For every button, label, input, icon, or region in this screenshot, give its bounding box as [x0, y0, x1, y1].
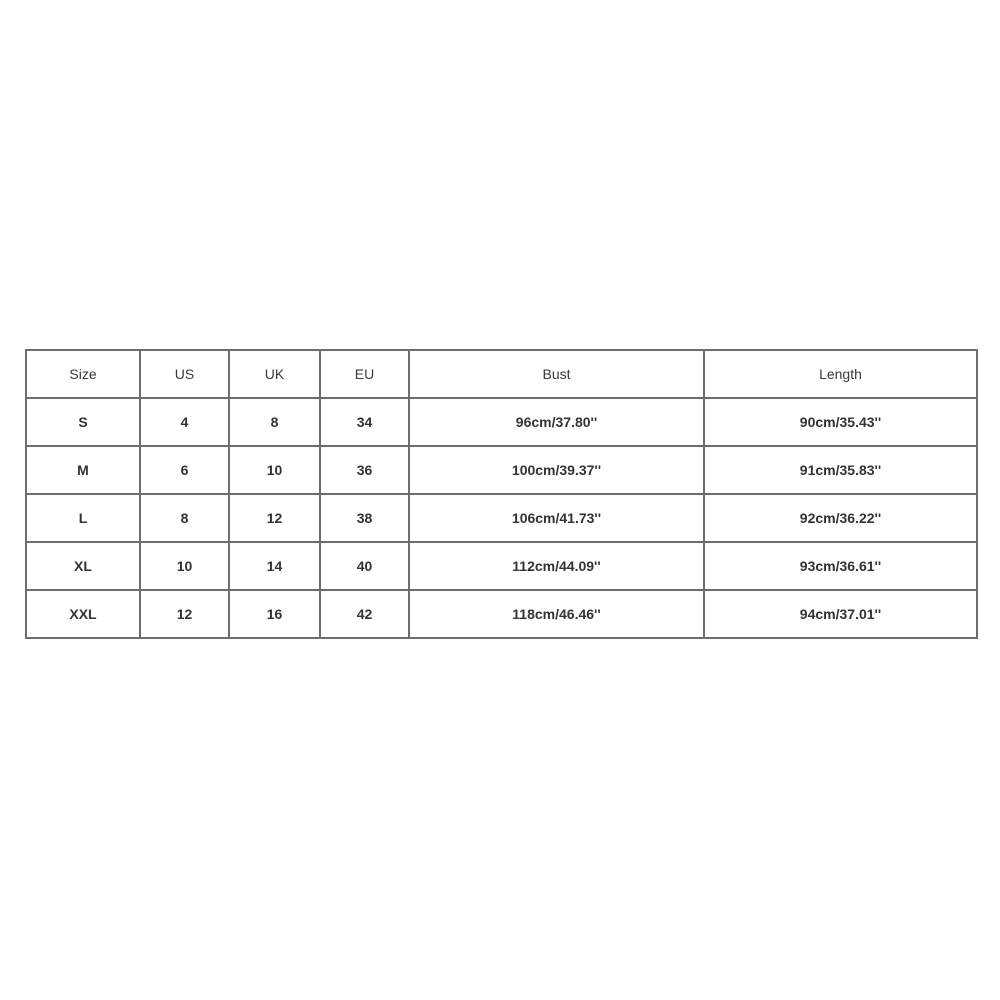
cell-bust: 106cm/41.73'': [409, 494, 704, 542]
cell-eu: 34: [320, 398, 409, 446]
table-row: [26, 398, 977, 446]
cell-size: XXL: [26, 590, 140, 638]
header-uk: UK: [229, 350, 320, 398]
cell-uk: 14: [229, 542, 320, 590]
cell-uk: 10: [229, 446, 320, 494]
table-row: [26, 542, 977, 590]
table-row: [26, 494, 977, 542]
cell-size: XL: [26, 542, 140, 590]
cell-size: M: [26, 446, 140, 494]
cell-eu: 36: [320, 446, 409, 494]
header-length: Length: [704, 350, 977, 398]
cell-us: 12: [140, 590, 229, 638]
table-header-row: [26, 350, 977, 398]
cell-eu: 40: [320, 542, 409, 590]
table-row: [26, 446, 977, 494]
cell-bust: 112cm/44.09'': [409, 542, 704, 590]
cell-us: 8: [140, 494, 229, 542]
cell-length: 93cm/36.61'': [704, 542, 977, 590]
cell-uk: 8: [229, 398, 320, 446]
cell-length: 91cm/35.83'': [704, 446, 977, 494]
cell-us: 10: [140, 542, 229, 590]
cell-length: 90cm/35.43'': [704, 398, 977, 446]
cell-length: 94cm/37.01'': [704, 590, 977, 638]
cell-size: L: [26, 494, 140, 542]
cell-uk: 12: [229, 494, 320, 542]
header-size: Size: [26, 350, 140, 398]
header-eu: EU: [320, 350, 409, 398]
cell-bust: 118cm/46.46'': [409, 590, 704, 638]
table-row: [26, 590, 977, 638]
cell-us: 6: [140, 446, 229, 494]
cell-eu: 42: [320, 590, 409, 638]
header-us: US: [140, 350, 229, 398]
header-bust: Bust: [409, 350, 704, 398]
cell-bust: 96cm/37.80'': [409, 398, 704, 446]
cell-bust: 100cm/39.37'': [409, 446, 704, 494]
cell-eu: 38: [320, 494, 409, 542]
cell-uk: 16: [229, 590, 320, 638]
cell-length: 92cm/36.22'': [704, 494, 977, 542]
cell-size: S: [26, 398, 140, 446]
cell-us: 4: [140, 398, 229, 446]
size-chart-table: [25, 349, 978, 639]
